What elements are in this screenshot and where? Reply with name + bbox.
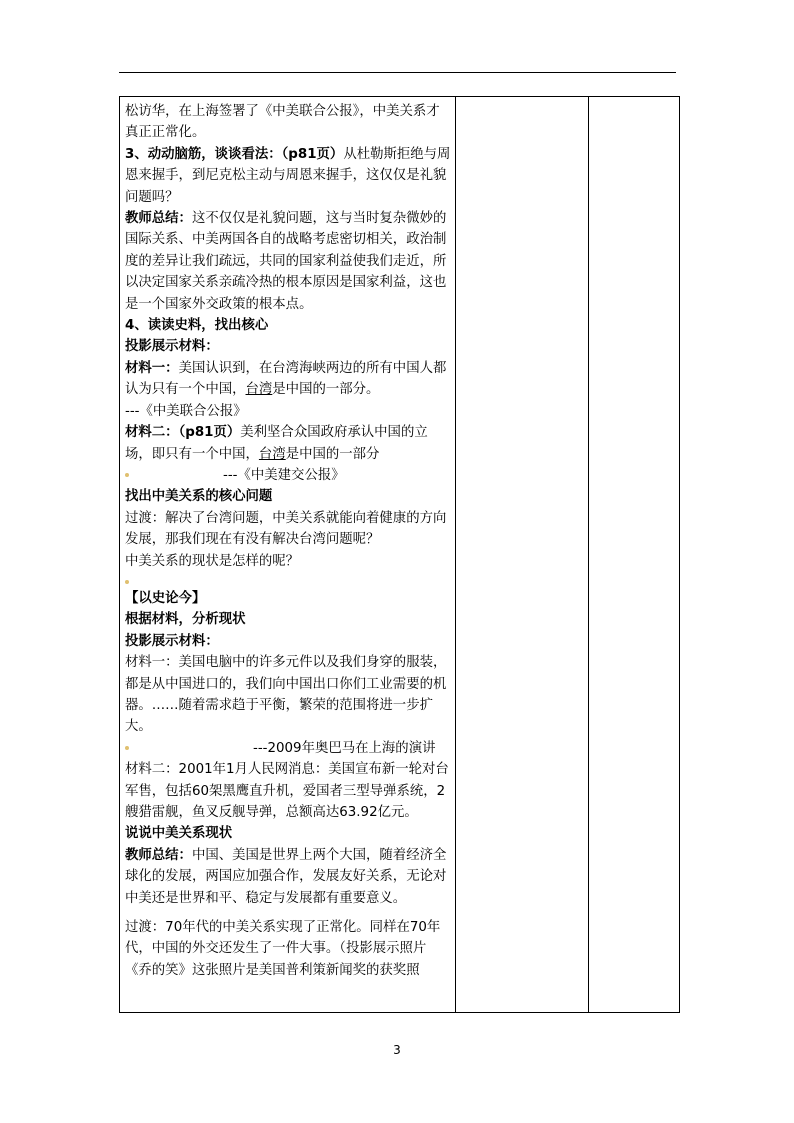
projection-label-1: 投影展示材料： — [125, 339, 219, 355]
design-intent-cell — [589, 97, 680, 1013]
material-3-source: ---2009年奥巴马在上海的演讲 — [253, 740, 436, 756]
transition-1: 过渡：解决了台湾问题，中美关系就能向着健康的方向发展，那我们现在有没有解决台湾问题呢？ — [125, 510, 447, 548]
blank-line — [125, 909, 451, 917]
teacher-summary-2 — [125, 845, 451, 909]
teacher-summary-1-text: 这不仅仅是礼貌问题，这与当时复杂微妙的国际关系、中美两国各自的战略考虑密切相关，政治制度的差异让我们疏远，共同的国家利益使我们走近，所以决定国家关系亲疏冷热的根本原因是国家利益，这也是一个国家外交政策的根本点。 — [125, 211, 447, 312]
material-1-source: ---《中美联合公报》 — [125, 403, 247, 419]
page-number: 3 — [393, 1043, 401, 1057]
teacher-summary-1 — [125, 208, 451, 315]
paragraph-mark — [125, 580, 129, 584]
teacher-summary-2-text: 中国、美国是世界上两个大国，随着经济全球化的发展，两国应加强合作，发展友好关系，无论对中美还是世界和平、稳定与发展都有重要意义。 — [125, 847, 447, 906]
question-4-heading: 4、读读史料，找出核心 — [125, 318, 269, 334]
teaching-content — [120, 97, 455, 1012]
teacher-summary-2-label: 教师总结： — [125, 847, 192, 863]
material-2-label: 材料二：（p81页） — [125, 425, 241, 441]
projection-label-2: 投影展示材料： — [125, 633, 219, 649]
core-issue-heading: 找出中美关系的核心问题 — [125, 489, 273, 505]
question-3 — [125, 144, 451, 208]
paragraph-normalization: 松访华，在上海签署了《中美联合公报》，中美关系才真正正常化。 — [125, 104, 440, 141]
material-2-underlined: 台湾 — [258, 446, 286, 462]
blank-line — [125, 572, 451, 588]
material-1 — [125, 358, 451, 401]
material-3-source-line — [125, 738, 451, 759]
material-2-source: ---《中美建交公报》 — [223, 467, 345, 483]
student-activity-cell — [456, 97, 589, 1013]
paragraph-mark — [125, 473, 129, 477]
status-question: 中美关系的现状是怎样的呢？ — [125, 553, 300, 569]
lesson-plan-table — [119, 96, 680, 1013]
section-heading: 【以史论今】 — [125, 590, 206, 606]
material-2 — [125, 422, 451, 465]
material-1-label: 材料一： — [125, 360, 179, 376]
material-1-text-a: 美国认识到，在台湾海峡两边的所有中国人都认为只有一个中国， — [125, 360, 447, 398]
question-3-label: 3、动动脑筋，谈谈看法：（p81页） — [125, 146, 344, 162]
material-1-underlined: 台湾 — [245, 382, 273, 398]
material-4: 材料二：2001年1月人民网消息：美国宣布新一轮对台军售，包括60架黑鹰直升机，爱国者三型导弹系统，2艘猎雷舰，鱼叉反舰导弹，总额高达63.92亿元。 — [125, 762, 449, 820]
material-2-text-a: 美利坚合众国政府承认中国的立场，即只有一个中国， — [125, 425, 428, 462]
material-2-text-b: 是中国的一部分 — [285, 446, 380, 462]
material-3: 材料一：美国电脑中的许多元件以及我们身穿的服装，都是从中国进口的，我们向中国出口你们工业需要的机器。……随着需求趋于平衡，繁荣的范围将进一步扩大。 — [125, 655, 447, 735]
table-row — [120, 97, 680, 1013]
transition-2: 过渡：70年代的中美关系实现了正常化。同样在70年代，中国的外交还发生了一件大事。（投影展示照片《乔的笑》这张照片是美国普利策新闻奖的获奖照 — [125, 920, 441, 978]
material-2-source-line — [125, 465, 451, 486]
status-heading: 说说中美关系现状 — [125, 826, 233, 842]
teaching-content-cell — [120, 97, 456, 1013]
material-1-text-b: 是中国的一部分。 — [272, 382, 380, 398]
question-3-text: 从杜勒斯拒绝与周恩来握手，到尼克松主动与周恩来握手，这仅仅是礼貌问题吗？ — [125, 146, 451, 205]
analyze-heading: 根据材料，分析现状 — [125, 612, 246, 628]
teacher-summary-1-label: 教师总结： — [125, 211, 192, 227]
header-rule — [119, 72, 676, 73]
paragraph-mark — [125, 746, 129, 750]
